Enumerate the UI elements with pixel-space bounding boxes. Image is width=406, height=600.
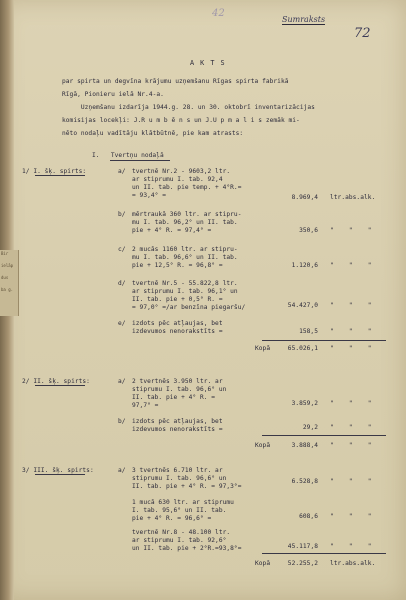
subtotal-rule: [262, 553, 386, 554]
item-unit: " " ": [330, 328, 372, 335]
item-unit: " " ": [330, 227, 372, 234]
handwritten-archive-number: 42: [212, 8, 225, 19]
item-unit: " " ": [330, 424, 372, 431]
item-marker: e/: [118, 320, 126, 327]
total-label: Kopā: [255, 442, 271, 449]
item-line: II. tab. pie + 0,5° R. =: [132, 296, 223, 303]
item-value: 45.117,8: [287, 543, 318, 550]
subtotal-rule: [262, 340, 386, 341]
total-unit: ltr.abs.alk.: [330, 560, 376, 567]
intro-line: Uzņemšanu izdarīja 1944.g. 28. un 30. oktobrī inventarizācijas: [62, 104, 315, 111]
item-line: 2 tvertnēs 3.950 ltr. ar: [132, 378, 223, 385]
total-value: 52.255,2: [287, 560, 318, 567]
handwritten-note: Sumraksts: [282, 15, 326, 24]
label-underline: [35, 175, 85, 176]
intro-line: Rīgā, Pionieru ielā Nr.4-a.: [62, 91, 164, 98]
item-unit: " " ": [330, 478, 372, 485]
item-line: 1 mucā 630 ltr. ar stiprumu: [132, 499, 234, 506]
item-line: ar stiprumu I. tab. 96,1° un: [132, 288, 238, 295]
section-heading: I. Tvertņu nodaļā: [92, 152, 164, 159]
item-line: izdots pēc atļaujas, bet: [132, 320, 223, 327]
subtotal-rule: [262, 435, 386, 436]
item-line: ar stiprumu I. tab. 92,6°: [132, 537, 227, 544]
group-label: 2/ II. šķ. spirts:: [22, 378, 90, 385]
label-underline: [35, 385, 85, 386]
document-title: A K T S: [190, 59, 226, 67]
item-line: un II. tab. pie temp. + 4°R.=: [132, 184, 242, 191]
item-line: tvertnē Nr.8 - 48.100 ltr.: [132, 529, 231, 536]
item-line: 3 tvertnēs 6.710 ltr. ar: [132, 467, 223, 474]
item-line: tvertnē Nr.2 - 9603,2 ltr.: [132, 168, 231, 175]
item-value: 1.120,6: [291, 262, 318, 269]
item-line: mu I. tab. 96,2° un II. tab.: [132, 219, 238, 226]
item-marker: a/: [118, 378, 126, 385]
item-value: 29,2: [302, 424, 318, 431]
total-unit: " " ": [330, 442, 372, 449]
margin-tab: ba g.: [0, 286, 19, 316]
item-line: I. tab. 95,6° un II. tab.: [132, 507, 227, 514]
item-line: stiprumu I. tab. 96,6° un: [132, 475, 227, 482]
total-label: Kopā: [255, 560, 271, 567]
margin-tab: Bir: [0, 250, 19, 280]
item-unit: " " ": [330, 543, 372, 550]
handwritten-page-number: 72: [354, 26, 371, 41]
margin-tab: dus: [0, 274, 19, 304]
item-line: un II. tab. pie + 2°R.=93,8°=: [132, 545, 242, 552]
item-unit: " " ": [330, 302, 372, 309]
item-value: 54.427,0: [287, 302, 318, 309]
item-line: = 93,4° =: [132, 192, 166, 199]
item-line: mu I. tab. 96,6° un II. tab.: [132, 254, 238, 261]
item-line: ar stiprumu I. tab. 92,4: [132, 176, 223, 183]
item-line: izdots pēc atļaujas, bet: [132, 418, 223, 425]
item-line: 2 mucās 1160 ltr. ar stipru-: [132, 246, 238, 253]
item-line: II. tab. pie + 4° R. = 97,3°=: [132, 483, 242, 490]
label-underline: [35, 474, 85, 475]
item-line: izdevumos nenorakstīts =: [132, 328, 223, 335]
total-unit: " " ": [330, 345, 372, 352]
item-line: = 97,0° =/ar benzīna piegaršu/: [132, 304, 246, 311]
item-value: 8.969,4: [291, 194, 318, 201]
item-line: pie + 4° R. = 96,6° =: [132, 515, 212, 522]
item-line: II. tab. pie + 4° R. =: [132, 394, 216, 401]
item-marker: b/: [118, 418, 126, 425]
item-line: pie + 4° R. = 97,4° =: [132, 227, 212, 234]
intro-line: komisijas locekļi: J.R u m b ē n s un J.U p m a l i s zemāk mi-: [62, 117, 300, 124]
item-value: 6.528,8: [291, 478, 318, 485]
item-marker: a/: [118, 168, 126, 175]
item-value: 608,6: [299, 513, 318, 520]
item-line: stiprumu I. tab. 96,6° un: [132, 386, 227, 393]
item-marker: c/: [118, 246, 126, 253]
item-marker: a/: [118, 467, 126, 474]
item-line: pie + 12,5° R. = 96,8° =: [132, 262, 223, 269]
item-value: 158,5: [299, 328, 318, 335]
item-marker: b/: [118, 211, 126, 218]
item-line: izdevumos nenorakstīts =: [132, 426, 223, 433]
item-value: 350,6: [299, 227, 318, 234]
item-unit: " " ": [330, 262, 372, 269]
total-value: 3.888,4: [291, 442, 318, 449]
item-unit: " " ": [330, 400, 372, 407]
group-label: 3/ III. šķ. spirts:: [22, 467, 94, 474]
margin-tab: ielāp: [0, 262, 19, 292]
item-line: 97,7° =: [132, 402, 159, 409]
item-line: mērtraukā 360 ltr. ar stipru-: [132, 211, 242, 218]
item-line: tvertnē Nr.5 - 55.822,8 ltr.: [132, 280, 238, 287]
group-label: 1/ I. šķ. spirts:: [22, 168, 87, 175]
intro-line: par spirta un degvīna krājumu uzņemšanu Rīgas spirta fabrikā: [62, 78, 289, 85]
intro-line: nēto nodaļu vadītāju klātbūtnē, pie kam atrasts:: [62, 130, 244, 137]
item-marker: d/: [118, 280, 126, 287]
total-value: 65.026,1: [287, 345, 318, 352]
item-unit: " " ": [330, 513, 372, 520]
item-value: 3.859,2: [291, 400, 318, 407]
heading-underline: [110, 160, 170, 161]
item-unit: ltr.abs.alk.: [330, 194, 376, 201]
total-label: Kopā: [255, 345, 271, 352]
